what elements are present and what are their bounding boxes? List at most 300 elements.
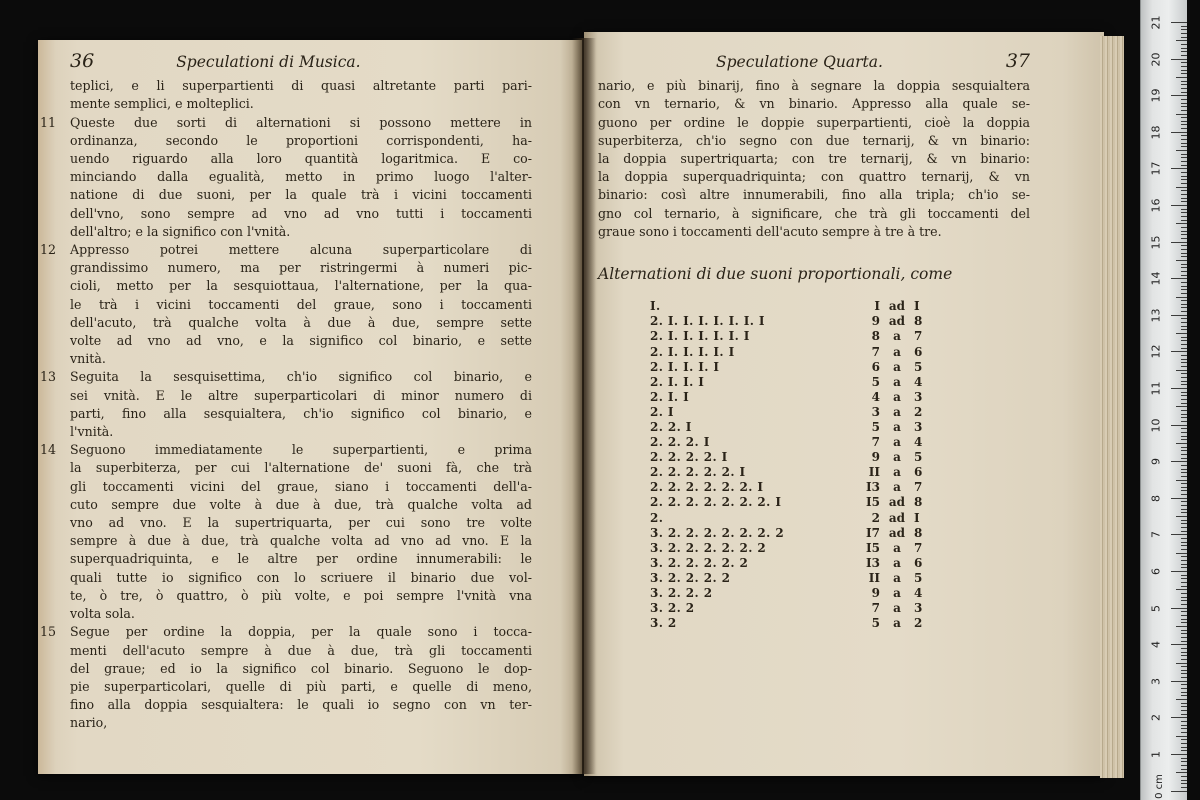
ratio-term: 4 — [914, 374, 923, 389]
line-text: gli toccamenti vicini del graue, siano i toccamenti dell'a- — [70, 478, 532, 494]
text-line — [70, 459, 532, 477]
ratio-term: II — [868, 465, 880, 480]
ratio — [860, 571, 940, 586]
table-row — [650, 586, 1030, 601]
ratio-word: ad — [888, 299, 906, 314]
left-running-head — [70, 52, 532, 71]
table-row — [650, 329, 1030, 344]
ruler-tick — [1181, 604, 1187, 605]
ratio — [860, 526, 940, 541]
ratio-term: 9 — [871, 450, 880, 465]
ruler-tick — [1181, 190, 1187, 191]
ruler-number: 21 — [1149, 15, 1163, 30]
ruler-tick — [1181, 99, 1187, 100]
ratio-term: I5 — [866, 495, 880, 510]
ruler-number: 17 — [1149, 161, 1163, 176]
ruler-tick — [1171, 132, 1187, 133]
ratio-word: a — [893, 570, 901, 585]
ruler-tick — [1181, 256, 1187, 257]
book-gutter — [572, 38, 596, 774]
ruler-tick — [1181, 787, 1187, 788]
alternation-sequence: 3. 2. 2. 2. 2. 2. 2 — [650, 540, 767, 555]
ratio-term: 3 — [914, 419, 923, 434]
table-row — [650, 511, 1030, 526]
paragraph-number: 11 — [40, 114, 57, 130]
ruler-number: 15 — [1149, 235, 1163, 250]
table-row — [650, 375, 1030, 390]
ruler-tick — [1171, 644, 1187, 645]
ruler-tick — [1181, 121, 1187, 122]
line-text: Queste due sorti di alternationi si possono mettere in — [70, 114, 532, 130]
ratio — [860, 405, 940, 420]
alternation-sequence: 2. 2. 2. 2. 2. 2. I — [650, 480, 764, 495]
ruler-tick — [1181, 765, 1187, 766]
line-text: uendo riguardo alla loro quantità logaritmica. E co- — [70, 151, 532, 167]
text-line — [70, 259, 532, 277]
ratio — [860, 556, 940, 571]
ruler-tick — [1181, 684, 1187, 685]
ratio — [860, 375, 940, 390]
ruler-tick — [1181, 417, 1187, 418]
ruler-tick — [1181, 597, 1187, 598]
ruler-tick — [1181, 55, 1187, 56]
right-page-text — [598, 52, 1030, 631]
ruler-tick — [1181, 293, 1187, 294]
text-line — [70, 514, 532, 532]
line-text: fino alla doppia sesquialtera: le quali io segno con vn ter- — [70, 697, 532, 713]
ruler-tick — [1181, 472, 1187, 473]
ruler-tick — [1181, 750, 1187, 751]
ruler-tick — [1181, 432, 1187, 433]
ruler-tick — [1176, 297, 1187, 298]
line-text: te, ò tre, ò quattro, ò più volte, e poi sempre l'vnità vna — [70, 587, 532, 603]
ratio-term: 7 — [914, 480, 923, 495]
text-line — [70, 569, 532, 587]
ruler-tick — [1171, 534, 1187, 535]
line-text: Segue per ordine la doppia, per la quale sono i tocca- — [70, 624, 532, 640]
ruler-tick — [1181, 776, 1187, 777]
alternations-table — [650, 299, 1030, 631]
ruler-tick — [1171, 315, 1187, 316]
ruler-number: 20 — [1149, 52, 1163, 67]
line-text: sempre à due à due, trà qualche volta ad vno ad vno. E la — [70, 533, 532, 549]
ruler-tick — [1176, 772, 1187, 773]
ruler-tick — [1181, 659, 1187, 660]
ruler-number: 16 — [1149, 198, 1163, 213]
ratio-word: a — [893, 616, 901, 631]
ratio-term: 5 — [914, 570, 923, 585]
alternation-sequence: 2. I. I — [650, 389, 690, 404]
ruler-tick — [1181, 117, 1187, 118]
ruler-number: 7 — [1149, 531, 1163, 539]
ruler-tick — [1181, 714, 1187, 715]
ratio-term: 5 — [871, 374, 880, 389]
line-text: parti, fino alla sesquialtera, ch'io significo col binario, e — [70, 405, 532, 421]
ruler-tick — [1181, 641, 1187, 642]
ruler-tick — [1181, 194, 1187, 195]
text-line — [70, 696, 532, 714]
ruler-tick — [1181, 337, 1187, 338]
paragraph-number: 12 — [40, 242, 57, 258]
ruler-tick — [1171, 754, 1187, 755]
ruler-number: 4 — [1149, 641, 1163, 649]
ruler-tick — [1181, 695, 1187, 696]
ruler-tick — [1181, 567, 1187, 568]
text-line — [70, 277, 532, 295]
ratio-term: 7 — [871, 435, 880, 450]
ratio-word: a — [893, 435, 901, 450]
ruler-tick — [1181, 454, 1187, 455]
ruler-tick — [1181, 271, 1187, 272]
ruler-tick — [1181, 73, 1187, 74]
table-row — [650, 345, 1030, 360]
ratio-word: a — [893, 329, 901, 344]
ruler-tick — [1181, 436, 1187, 437]
text-line: nario, e più binarij, fino à segnare la doppia sesquialtera — [598, 78, 1030, 94]
ratio-word: a — [893, 586, 901, 601]
ruler-tick — [1181, 542, 1187, 543]
text-line — [40, 623, 532, 641]
ratio-word: a — [893, 344, 901, 359]
ruler-tick — [1181, 677, 1187, 678]
ruler-tick — [1181, 747, 1187, 748]
ratio — [860, 465, 940, 480]
ruler-tick — [1181, 355, 1187, 356]
ratio-word: a — [893, 389, 901, 404]
ratio-term: I — [914, 510, 920, 525]
ruler-tick — [1176, 77, 1187, 78]
ratio — [860, 601, 940, 616]
line-text: le trà i vicini toccamenti del graue, sono i toccamenti — [70, 296, 532, 312]
line-text: superquadriquinta, e le altre per ordine innumerabili: le — [70, 551, 532, 567]
table-row — [650, 495, 1030, 510]
ruler-tick — [1176, 516, 1187, 517]
ratio — [860, 390, 940, 405]
ruler-tick — [1176, 260, 1187, 261]
ratio — [860, 495, 940, 510]
ruler-tick — [1171, 608, 1187, 609]
catchword: nario, — [70, 715, 108, 731]
ruler-tick — [1181, 238, 1187, 239]
ruler-tick — [1181, 66, 1187, 67]
ruler-tick — [1181, 703, 1187, 704]
ruler-tick — [1181, 26, 1187, 27]
ruler-tick — [1171, 168, 1187, 169]
text-line — [70, 132, 532, 150]
ruler-tick — [1181, 706, 1187, 707]
measuring-ruler — [1140, 0, 1187, 800]
ruler-tick — [1181, 725, 1187, 726]
text-line — [40, 441, 532, 459]
alternation-sequence: 2. I. I. I. I — [650, 359, 720, 374]
right-running-head — [598, 52, 1030, 71]
text-line — [70, 550, 532, 568]
ruler-tick — [1181, 648, 1187, 649]
ruler-tick — [1181, 652, 1187, 653]
ruler-tick — [1181, 362, 1187, 363]
ruler-tick — [1176, 699, 1187, 700]
ruler-tick — [1181, 33, 1187, 34]
text-line: gno col ternario, à significare, che trà gli toccamenti del — [598, 205, 1030, 221]
text-line: superbiterza, ch'io segno con due ternarij, & vn binario: — [598, 132, 1030, 148]
ruler-tick — [1171, 95, 1187, 96]
alternation-sequence: 3. 2. 2. 2. 2. 2 — [650, 555, 749, 570]
ruler-tick — [1171, 571, 1187, 572]
text-line: graue sono i toccamenti dell'acuto sempre à tre à tre. — [598, 223, 942, 239]
ruler-tick — [1171, 205, 1187, 206]
line-text: natione di due suoni, per la quale trà i vicini toccamenti — [70, 187, 532, 203]
ruler-tick — [1176, 370, 1187, 371]
ruler-tick — [1181, 758, 1187, 759]
ruler-tick — [1181, 630, 1187, 631]
left-page-text — [40, 50, 532, 733]
ruler-tick — [1171, 717, 1187, 718]
ruler-tick — [1181, 275, 1187, 276]
ruler-number: 8 — [1149, 494, 1163, 502]
ratio-word: a — [893, 540, 901, 555]
ruler-tick — [1181, 103, 1187, 104]
ruler-tick — [1181, 556, 1187, 557]
ruler-tick — [1181, 739, 1187, 740]
alternation-sequence: 2. 2. 2. 2. 2. 2. 2. I — [650, 495, 782, 510]
ratio — [860, 329, 940, 344]
left-body — [40, 77, 532, 714]
text-line — [70, 150, 532, 168]
table-row — [650, 480, 1030, 495]
ratio — [860, 299, 940, 314]
ruler-tick — [1181, 783, 1187, 784]
line-text: del graue; ed io la significo col binario. Seguono le dop- — [70, 660, 532, 676]
ruler-tick — [1171, 425, 1187, 426]
ratio-term: 5 — [914, 359, 923, 374]
table-row — [650, 601, 1030, 616]
alternation-sequence: 2. I — [650, 404, 674, 419]
line-text: grandissimo numero, ma per ristringermi à numeri pic- — [70, 260, 532, 276]
text-line — [40, 114, 532, 132]
ruler-tick — [1171, 461, 1187, 462]
ruler-tick — [1181, 421, 1187, 422]
ruler-tick — [1181, 304, 1187, 305]
ruler-tick — [1181, 527, 1187, 528]
alternation-sequence: I. — [650, 299, 661, 314]
line-text: ordinanza, secondo le proportioni corrispondenti, ha- — [70, 132, 532, 148]
ruler-number: 11 — [1149, 381, 1163, 396]
paragraph-number: 15 — [40, 624, 57, 640]
ratio-term: 2 — [871, 510, 880, 525]
ruler-tick — [1181, 395, 1187, 396]
ruler-tick — [1181, 531, 1187, 532]
ruler-tick — [1176, 187, 1187, 188]
ruler-tick — [1181, 307, 1187, 308]
ruler-tick — [1181, 538, 1187, 539]
ruler-tick — [1181, 161, 1187, 162]
ruler-tick — [1181, 615, 1187, 616]
ruler-tick — [1176, 150, 1187, 151]
ruler-tick — [1176, 663, 1187, 664]
ruler-tick — [1176, 736, 1187, 737]
ruler-tick — [1181, 88, 1187, 89]
ruler-tick — [1181, 348, 1187, 349]
text-line — [70, 423, 532, 441]
ruler-tick — [1181, 44, 1187, 45]
ruler-tick — [1181, 761, 1187, 762]
text-line — [70, 314, 532, 332]
line-text: dell'acuto, trà qualche volta à due à due, sempre sette — [70, 314, 532, 330]
ratio-word: a — [893, 404, 901, 419]
ruler-number: 13 — [1149, 308, 1163, 323]
alternation-sequence: 3. 2. 2. 2. 2. 2. 2. 2 — [650, 525, 785, 540]
ruler-tick — [1181, 124, 1187, 125]
ruler-tick — [1171, 498, 1187, 499]
ruler-tick — [1176, 114, 1187, 115]
text-line — [70, 660, 532, 678]
line-text: vno ad vno. E la supertriquarta, per cui sono tre volte — [70, 515, 532, 531]
ruler-tick — [1181, 469, 1187, 470]
alternation-sequence: 2. I. I. I — [650, 374, 705, 389]
line-text: teplici, e li superpartienti di quasi altretante parti pari- — [70, 78, 532, 94]
ratio-term: 7 — [914, 329, 923, 344]
ruler-tick — [1181, 179, 1187, 180]
ratio-term: II — [868, 570, 880, 585]
ruler-tick — [1181, 523, 1187, 524]
ruler-tick — [1181, 637, 1187, 638]
ruler-tick — [1181, 51, 1187, 52]
ruler-tick — [1181, 172, 1187, 173]
ruler-number: 3 — [1149, 677, 1163, 685]
ruler-tick — [1181, 70, 1187, 71]
ruler-tick — [1181, 593, 1187, 594]
ruler-tick — [1171, 59, 1187, 60]
ruler-tick — [1181, 780, 1187, 781]
ruler-tick — [1181, 505, 1187, 506]
ruler-tick — [1181, 721, 1187, 722]
ratio — [860, 616, 940, 631]
ruler-tick — [1181, 289, 1187, 290]
ratio-word: a — [893, 374, 901, 389]
ratio-term: 8 — [914, 525, 923, 540]
alternation-sequence: 3. 2. 2 — [650, 601, 695, 616]
ruler-number: 5 — [1149, 604, 1163, 612]
ruler-tick — [1181, 381, 1187, 382]
ratio-word: a — [893, 359, 901, 374]
ruler-tick — [1181, 340, 1187, 341]
ruler-tick — [1181, 128, 1187, 129]
ratio-term: I — [874, 299, 880, 314]
table-row — [650, 360, 1030, 375]
ratio-word: ad — [888, 495, 906, 510]
ruler-tick — [1181, 212, 1187, 213]
ruler-tick — [1181, 560, 1187, 561]
ruler-tick — [1171, 791, 1187, 792]
ruler-tick — [1181, 48, 1187, 49]
line-text: dell'altro; e la significo con l'vnità. — [70, 223, 291, 239]
line-text: pie superparticolari, quelle di più parti, e quelle di meno, — [70, 678, 532, 694]
ruler-tick — [1181, 253, 1187, 254]
line-text: vnità. — [70, 351, 106, 367]
text-line — [70, 186, 532, 204]
ratio-term: 5 — [871, 419, 880, 434]
running-title: Speculatione Quarta. — [716, 53, 883, 71]
paragraph-number: 13 — [40, 369, 57, 385]
ruler-tick — [1181, 728, 1187, 729]
ruler-tick — [1181, 329, 1187, 330]
ratio-term: 3 — [914, 389, 923, 404]
alternation-sequence: 2. 2. 2. 2. 2. I — [650, 465, 746, 480]
ratio-word: a — [893, 555, 901, 570]
ruler-tick — [1176, 626, 1187, 627]
text-line: guono per ordine le doppie superpartienti, cioè la doppia — [598, 114, 1030, 130]
alternation-sequence: 3. 2. 2. 2. 2 — [650, 570, 731, 585]
text-line: la doppia supertriquarta; con tre ternarij, & vn binario: — [598, 151, 1030, 167]
ruler-tick — [1181, 183, 1187, 184]
page-number: 37 — [1005, 50, 1030, 72]
ratio-word: ad — [888, 510, 906, 525]
line-text: cioli, metto per la sesquiottaua, l'alternatione, per la qua- — [70, 278, 532, 294]
alternation-sequence: 2. — [650, 510, 664, 525]
ruler-number: 19 — [1149, 88, 1163, 103]
ratio-term: 3 — [914, 601, 923, 616]
ratio-word: a — [893, 450, 901, 465]
ratio — [860, 314, 940, 329]
ruler-tick — [1181, 666, 1187, 667]
ruler-tick — [1181, 410, 1187, 411]
text-line — [70, 205, 532, 223]
ratio — [860, 450, 940, 465]
ruler-tick — [1181, 326, 1187, 327]
ruler-number: 2 — [1149, 714, 1163, 722]
ratio-term: 8 — [914, 495, 923, 510]
ratio-term: 7 — [914, 540, 923, 555]
ratio-term: 8 — [871, 329, 880, 344]
ratio-term: I7 — [866, 525, 880, 540]
ruler-tick — [1181, 84, 1187, 85]
ruler-tick — [1181, 578, 1187, 579]
ruler-tick — [1181, 231, 1187, 232]
table-row — [650, 299, 1030, 314]
ruler-tick — [1181, 322, 1187, 323]
text-line: la doppia superquadriquinta; con quattro ternarij, & vn — [598, 169, 1030, 185]
ratio-term: 3 — [871, 404, 880, 419]
ruler-tick — [1171, 388, 1187, 389]
ruler-tick — [1181, 176, 1187, 177]
ruler-tick — [1176, 443, 1187, 444]
ruler-tick — [1181, 92, 1187, 93]
text-line — [70, 168, 532, 186]
text-line — [70, 587, 532, 605]
ruler-tick — [1181, 220, 1187, 221]
ratio-word: a — [893, 601, 901, 616]
table-row — [650, 314, 1030, 329]
running-title: Speculationi di Musica. — [176, 53, 361, 71]
ruler-tick — [1181, 366, 1187, 367]
ratio-term: I3 — [866, 480, 880, 495]
ruler-tick — [1181, 403, 1187, 404]
ratio-term: 2 — [914, 404, 923, 419]
table-row — [650, 556, 1030, 571]
ruler-tick — [1181, 673, 1187, 674]
text-line — [70, 532, 532, 550]
alternation-sequence: 2. I. I. I. I. I — [650, 344, 735, 359]
line-text: mente semplici, e molteplici. — [70, 96, 254, 112]
ruler-tick — [1181, 447, 1187, 448]
table-row — [650, 405, 1030, 420]
ratio-term: 2 — [914, 616, 923, 631]
ruler-tick — [1181, 62, 1187, 63]
ruler-tick — [1181, 501, 1187, 502]
line-text: Seguita la sesquisettima, ch'io significo col binario, e — [70, 369, 532, 385]
ruler-tick — [1171, 22, 1187, 23]
alternation-sequence: 2. 2. 2. 2. I — [650, 450, 728, 465]
